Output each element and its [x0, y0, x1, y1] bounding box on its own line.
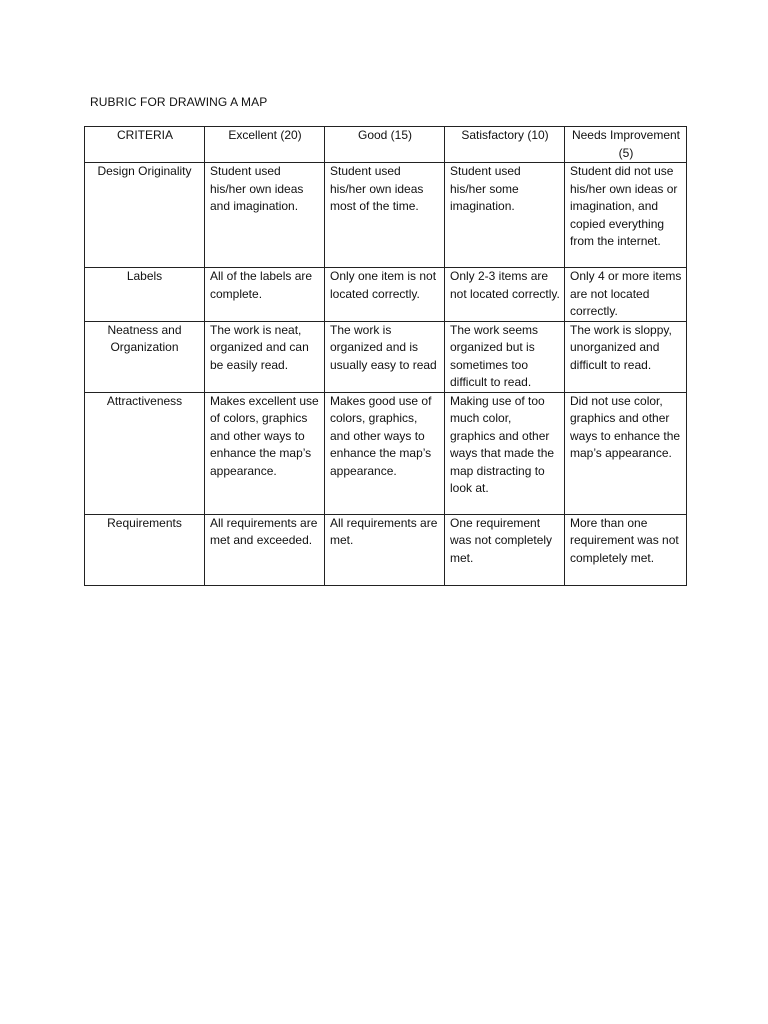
- needs-improvement-cell: Only 4 or more items are not located correctly.: [565, 268, 687, 322]
- criteria-cell: Design Originality: [85, 163, 205, 268]
- good-cell: Student used his/her own ideas most of the time.: [325, 163, 445, 268]
- header-needs-improvement: Needs Improvement (5): [565, 127, 687, 163]
- good-cell: The work is organized and is usually easy to read: [325, 321, 445, 392]
- header-satisfactory: Satisfactory (10): [445, 127, 565, 163]
- satisfactory-cell: Only 2-3 items are not located correctly.: [445, 268, 565, 322]
- table-row: [85, 392, 687, 514]
- header-good: Good (15): [325, 127, 445, 163]
- needs-improvement-cell: Student did not use his/her own ideas or imagination, and copied everything from the internet.: [565, 163, 687, 268]
- satisfactory-cell: Making use of too much color, graphics and other ways that made the map distracting to look at.: [445, 392, 565, 514]
- criteria-cell: Labels: [85, 268, 205, 322]
- table-row: [85, 163, 687, 268]
- criteria-cell: Neatness and Organization: [85, 321, 205, 392]
- table-row: [85, 321, 687, 392]
- rubric-table: [84, 126, 687, 586]
- needs-improvement-cell: More than one requirement was not completely met.: [565, 514, 687, 585]
- document-title: RUBRIC FOR DRAWING A MAP: [90, 95, 268, 109]
- good-cell: All requirements are met.: [325, 514, 445, 585]
- criteria-cell: Attractiveness: [85, 392, 205, 514]
- good-cell: Makes good use of colors, graphics, and other ways to enhance the map’s appearance.: [325, 392, 445, 514]
- table-row: [85, 514, 687, 585]
- excellent-cell: The work is neat, organized and can be easily read.: [205, 321, 325, 392]
- excellent-cell: All of the labels are complete.: [205, 268, 325, 322]
- header-row: [85, 127, 687, 163]
- needs-improvement-cell: The work is sloppy, unorganized and difficult to read.: [565, 321, 687, 392]
- needs-improvement-cell: Did not use color, graphics and other ways to enhance the map’s appearance.: [565, 392, 687, 514]
- header-criteria: CRITERIA: [85, 127, 205, 163]
- header-excellent: Excellent (20): [205, 127, 325, 163]
- satisfactory-cell: The work seems organized but is sometimes too difficult to read.: [445, 321, 565, 392]
- excellent-cell: All requirements are met and exceeded.: [205, 514, 325, 585]
- satisfactory-cell: One requirement was not completely met.: [445, 514, 565, 585]
- criteria-cell: Requirements: [85, 514, 205, 585]
- satisfactory-cell: Student used his/her some imagination.: [445, 163, 565, 268]
- excellent-cell: Student used his/her own ideas and imagination.: [205, 163, 325, 268]
- good-cell: Only one item is not located correctly.: [325, 268, 445, 322]
- table-row: [85, 268, 687, 322]
- excellent-cell: Makes excellent use of colors, graphics and other ways to enhance the map’s appearance.: [205, 392, 325, 514]
